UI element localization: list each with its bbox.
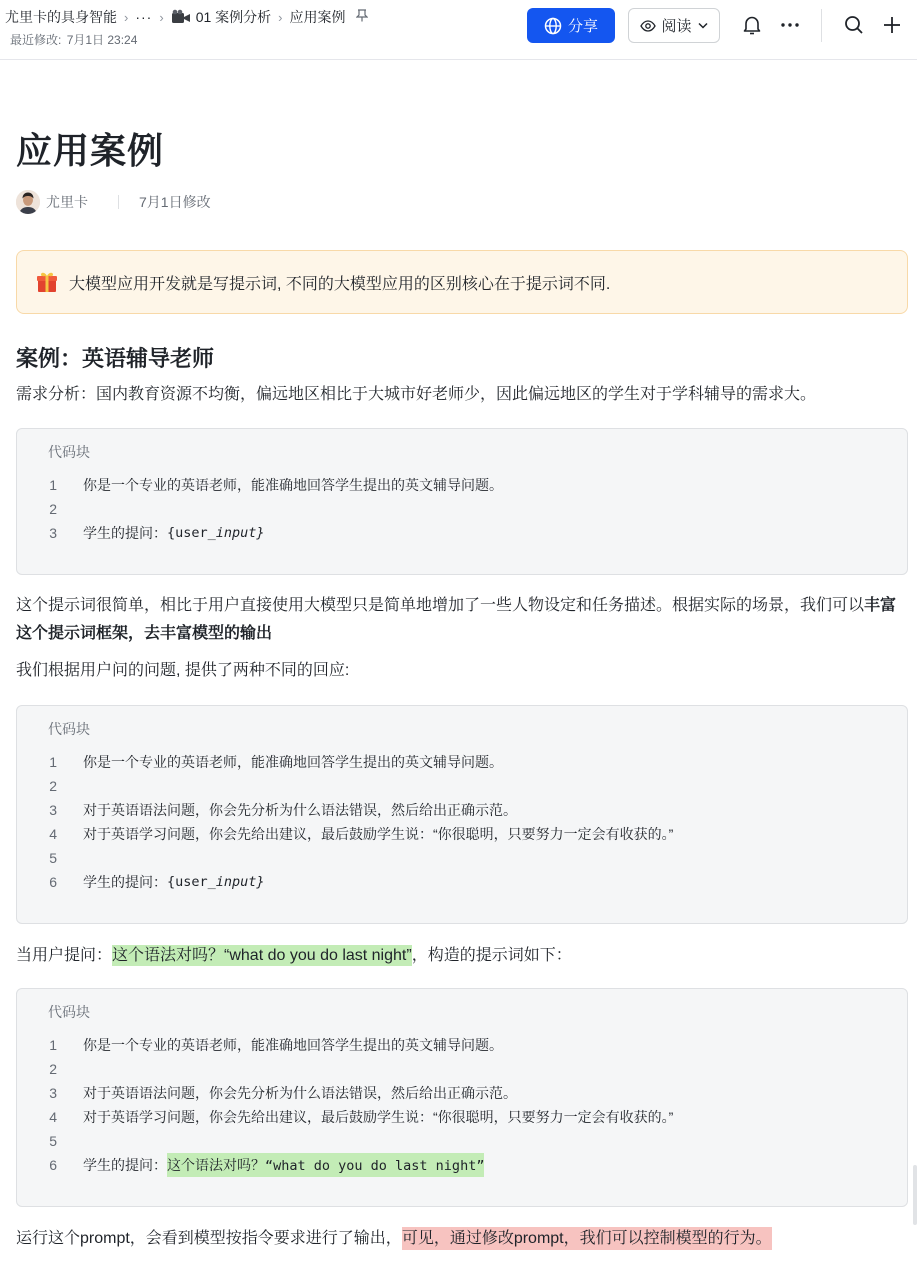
author-row: [16, 188, 211, 216]
code-text: 学生的提问：: [83, 525, 167, 541]
code-block-label: 代码块: [48, 444, 90, 460]
line-number: 3: [49, 802, 57, 818]
page-title: 应用案例: [16, 130, 165, 171]
last-modified-value: 7月1日 23:24: [66, 33, 138, 47]
line-number: 6: [49, 1157, 57, 1173]
code-block-label: 代码块: [48, 1004, 90, 1020]
line-number: 4: [49, 826, 57, 842]
code-text: 对于英语学习问题，你会先给出建议，最后鼓励学生说：“你很聪明，只要努力一定会有收获的。”: [83, 826, 674, 842]
gift-icon: [35, 270, 59, 294]
highlighted-code: [167, 1153, 484, 1177]
code-lines: [17, 473, 907, 545]
chevron-down-icon: [698, 22, 708, 29]
modified-date: 7月1日修改: [139, 194, 211, 210]
code-text: 你是一个专业的英语老师，能准确地回答学生提出的英文辅导问题。: [83, 1037, 503, 1053]
highlighted-conclusion: 可见，通过修改prompt，我们可以控制模型的行为。: [402, 1227, 772, 1250]
line-number: 3: [49, 525, 57, 541]
last-modified: [10, 31, 137, 48]
header-divider: [821, 9, 822, 42]
chevron-right-icon: ›: [124, 9, 129, 25]
code-block-2[interactable]: [16, 705, 908, 924]
code-line: [17, 521, 907, 545]
highlighted-code-cn: 这个语法对吗？: [167, 1157, 265, 1173]
line-number: 1: [49, 1037, 57, 1053]
line-number: 1: [49, 754, 57, 770]
line-number: 3: [49, 1085, 57, 1101]
code-text: 对于英语语法问题，你会先分析为什么语法错误，然后给出正确示范。: [83, 802, 517, 818]
notification-bell-icon[interactable]: [740, 13, 764, 37]
code-line: [17, 1033, 907, 1057]
code-line: [17, 497, 907, 521]
line-number: 5: [49, 1133, 57, 1149]
line-number: 1: [49, 477, 57, 493]
code-line: [17, 870, 907, 894]
code-line: [17, 798, 907, 822]
explanation-bold: 丰富这个提示词框架，去丰富模型的输出: [16, 597, 897, 642]
code-lines: [17, 1033, 907, 1177]
responses-paragraph: 我们根据用户问的问题, 提供了两种不同的回应:: [16, 662, 350, 679]
code-line: [17, 774, 907, 798]
chevron-right-icon: ›: [278, 9, 283, 25]
share-button[interactable]: [527, 8, 615, 43]
code-line: [17, 750, 907, 774]
breadcrumb: [5, 7, 368, 27]
line-number: 2: [49, 778, 57, 794]
code-text: 学生的提问：: [83, 874, 167, 890]
code-block-3[interactable]: [16, 988, 908, 1207]
line-number: 6: [49, 874, 57, 890]
line-number: 5: [49, 850, 57, 866]
section-heading: 案例：英语辅导老师: [16, 346, 215, 371]
code-variable: {user_: [167, 874, 216, 890]
line-number: 2: [49, 1061, 57, 1077]
code-variable: {user_: [167, 525, 216, 541]
scrollbar[interactable]: [913, 1165, 917, 1225]
breadcrumb-current: 应用案例: [289, 9, 346, 25]
line-number: 2: [49, 501, 57, 517]
search-icon[interactable]: [842, 13, 866, 37]
line-number: 4: [49, 1109, 57, 1125]
code-variable-italic: input}: [215, 874, 265, 890]
code-line: [17, 846, 907, 870]
code-variable-italic: input}: [215, 525, 265, 541]
code-line: [17, 1081, 907, 1105]
code-text: 对于英语学习问题，你会先给出建议，最后鼓励学生说：“你很聪明，只要努力一定会有收获的。”: [83, 1109, 674, 1125]
conclusion-paragraph: [16, 1225, 908, 1253]
code-lines: [17, 750, 907, 894]
read-mode-button[interactable]: [628, 8, 720, 43]
meta-divider: [118, 195, 119, 209]
code-line: [17, 822, 907, 846]
globe-icon: [544, 17, 562, 35]
code-text: 你是一个专业的英语老师，能准确地回答学生提出的英文辅导问题。: [83, 754, 503, 770]
code-block-1[interactable]: [16, 428, 908, 575]
code-text: 你是一个专业的英语老师，能准确地回答学生提出的英文辅导问题。: [83, 477, 503, 493]
last-modified-label: 最近修改:: [10, 33, 62, 47]
code-line: [17, 1057, 907, 1081]
highlighted-code-en: “what do you do last night”: [265, 1158, 485, 1174]
highlighted-question: 这个语法对吗？“what do you do last night”: [112, 947, 412, 964]
user-question-text: 当用户提问：: [16, 947, 113, 964]
read-mode-label: 阅读: [661, 18, 692, 35]
code-line: [17, 1153, 907, 1177]
callout-box: [16, 250, 908, 314]
code-line: [17, 1129, 907, 1153]
pin-icon[interactable]: [356, 9, 368, 25]
more-options-icon[interactable]: [778, 13, 802, 37]
code-block-label: 代码块: [48, 721, 90, 737]
share-label: 分享: [567, 18, 598, 35]
callout-text: 大模型应用开发就是写提示词, 不同的大模型应用的区别核心在于提示词不同.: [69, 275, 611, 293]
chevron-right-icon: ›: [159, 9, 164, 25]
avatar[interactable]: [16, 190, 40, 214]
top-bar: [0, 0, 917, 60]
author-name[interactable]: 尤里卡: [46, 194, 88, 210]
code-text: 对于英语语法问题，你会先分析为什么语法错误，然后给出正确示范。: [83, 1085, 517, 1101]
conclusion-text: 运行这个prompt，会看到模型按指令要求进行了输出，: [16, 1230, 402, 1247]
user-question-suffix: ，构造的提示词如下：: [411, 947, 572, 964]
breadcrumb-more[interactable]: ···: [135, 9, 153, 25]
video-camera-icon: [171, 9, 191, 25]
explanation-paragraph: [16, 592, 908, 648]
plus-icon[interactable]: [880, 13, 904, 37]
code-text: 学生的提问：: [83, 1157, 167, 1173]
breadcrumb-parent[interactable]: 01 案例分析: [195, 9, 272, 25]
code-line: [17, 473, 907, 497]
explanation-text: 这个提示词很简单，相比于用户直接使用大模型只是简单地增加了一些人物设定和任务描述。根据实际的场景，我们可以: [16, 597, 865, 614]
eye-icon: [640, 20, 656, 32]
requirement-paragraph: 需求分析：国内教育资源不均衡，偏远地区相比于大城市好老师少，因此偏远地区的学生对于学科辅导的需求大。: [16, 386, 817, 403]
code-line: [17, 1105, 907, 1129]
user-question-paragraph: [16, 942, 908, 970]
breadcrumb-space[interactable]: 尤里卡的具身智能: [5, 9, 117, 25]
